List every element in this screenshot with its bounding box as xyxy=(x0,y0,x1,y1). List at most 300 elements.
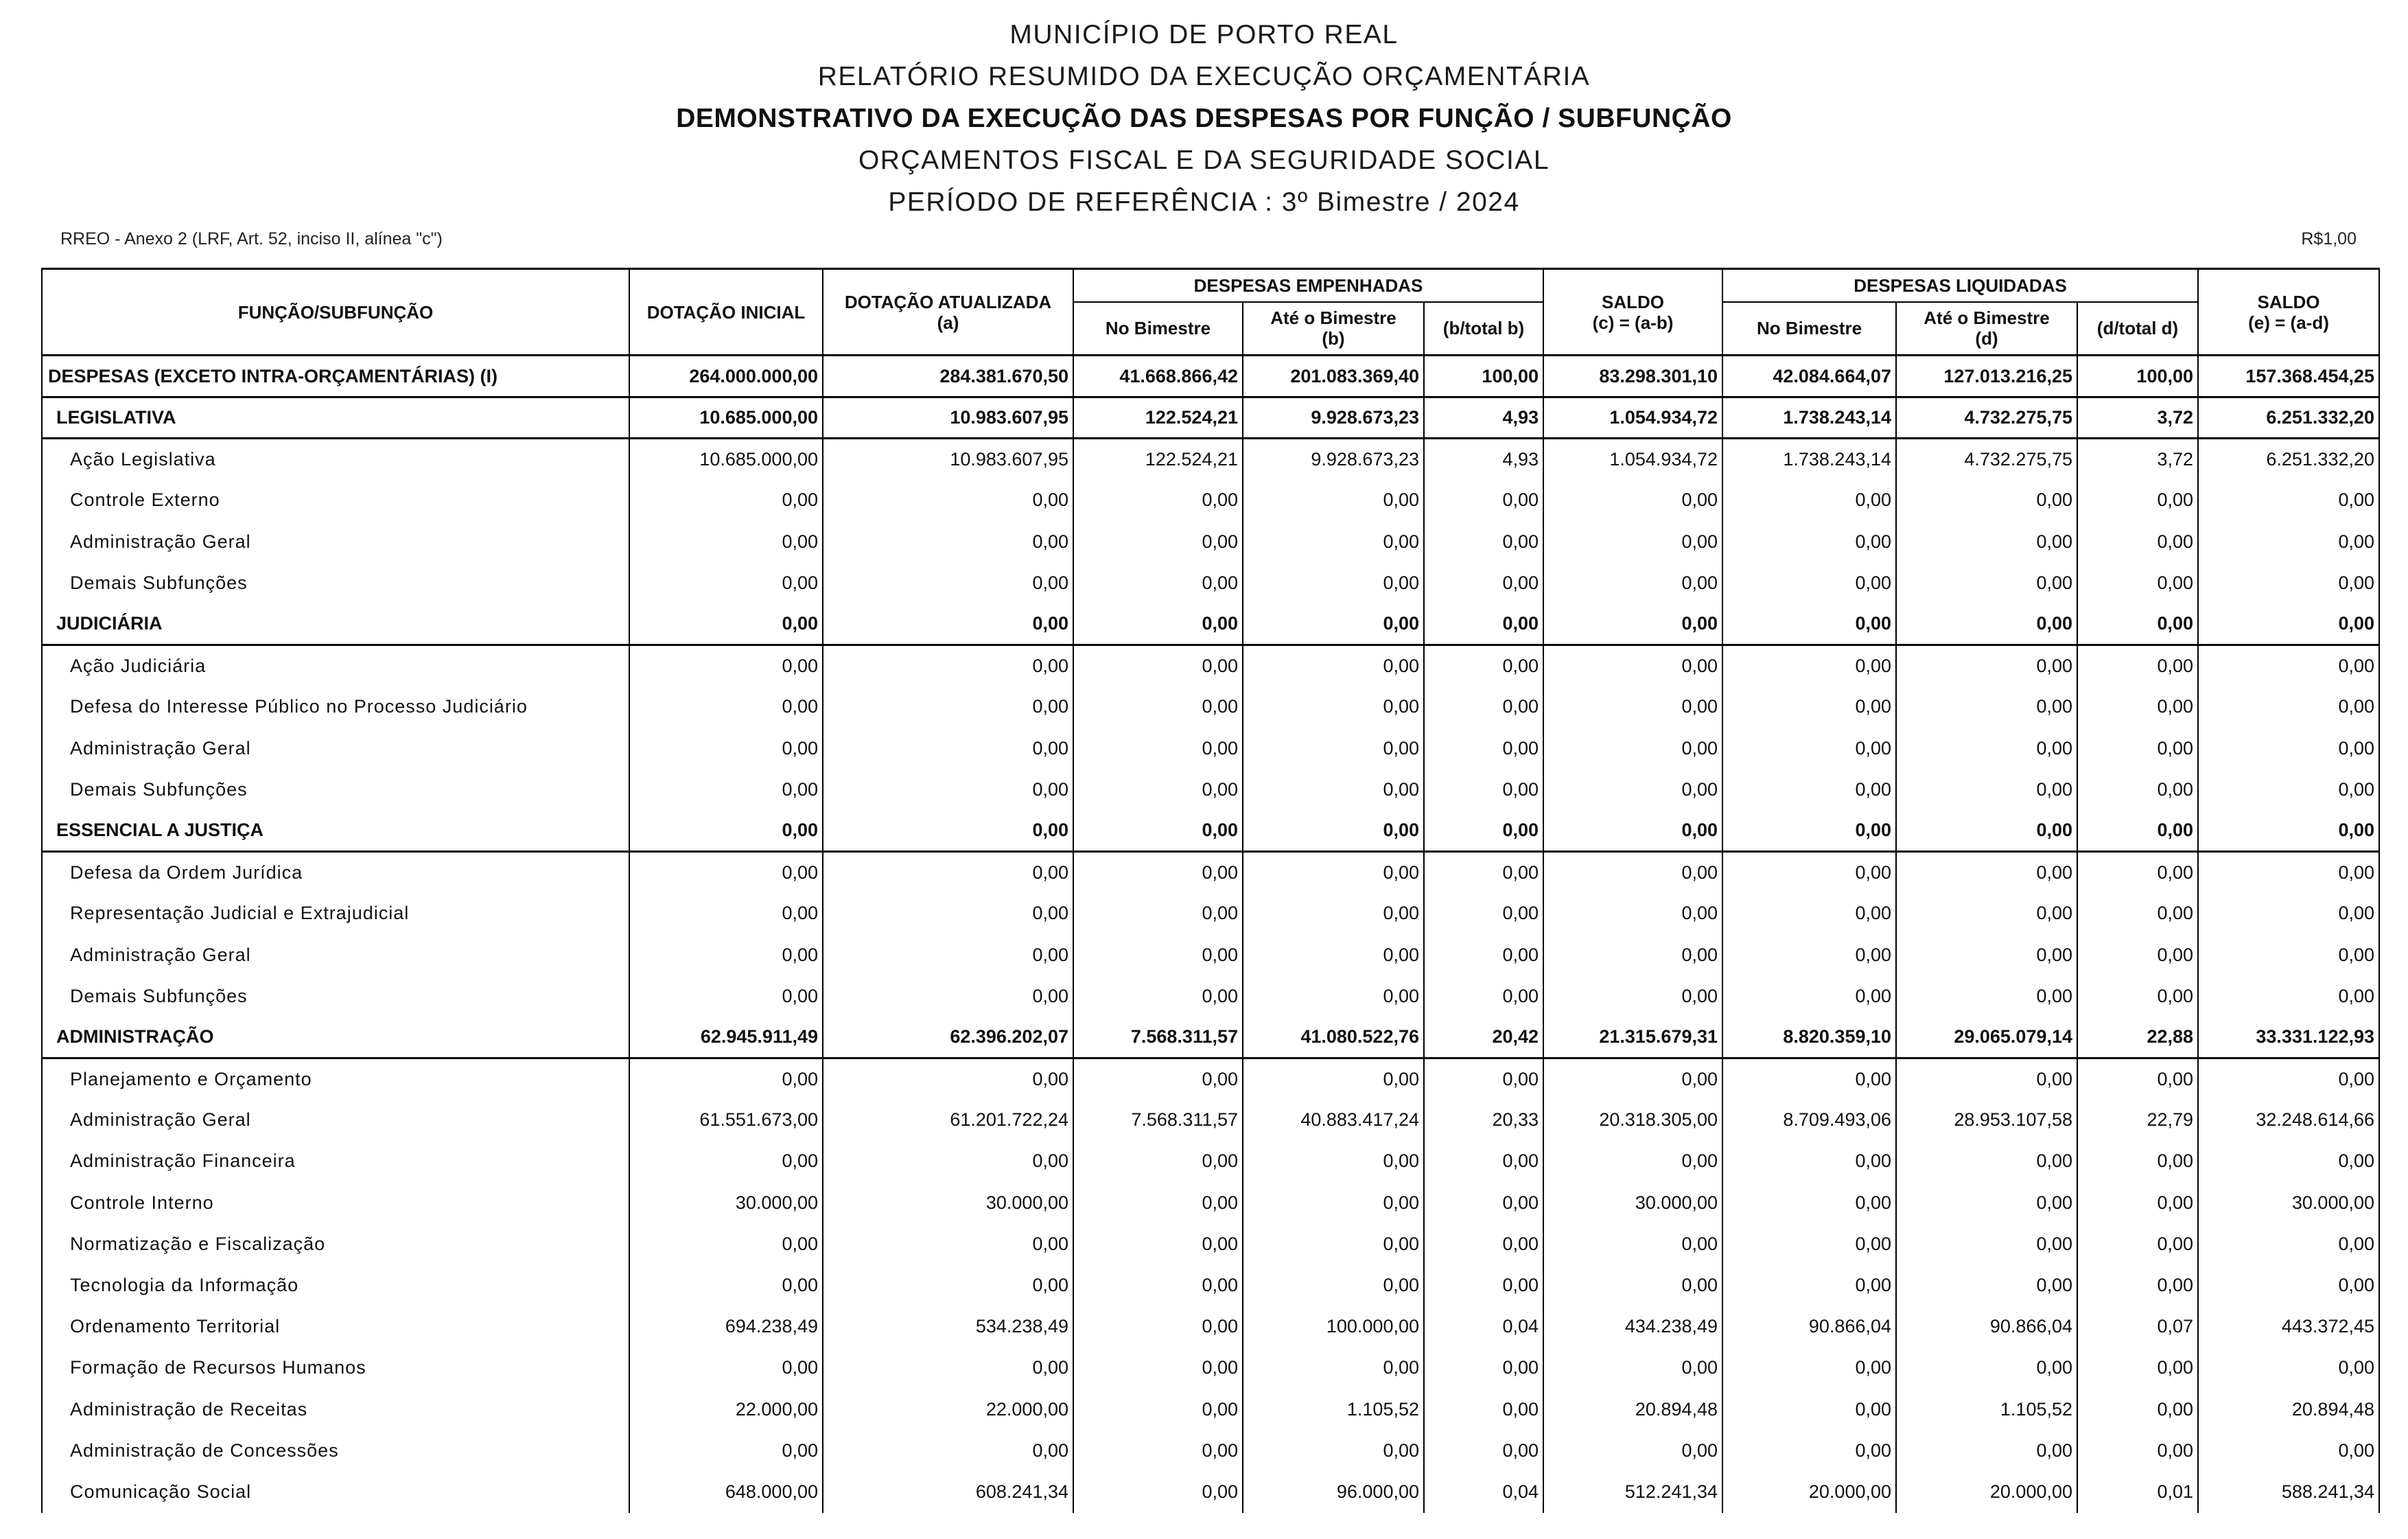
report-header xyxy=(0,14,2408,223)
cell-saldo-e: 0,00 xyxy=(2198,686,2379,728)
cell-saldo-c: 0,00 xyxy=(1543,645,1722,686)
cell-dotacao-atualizada: 0,00 xyxy=(823,1223,1073,1264)
cell-saldo-c: 0,00 xyxy=(1543,852,1722,893)
cell-liq-ate-bimestre: 0,00 xyxy=(1896,645,2077,686)
cell-emp-no-bimestre: 0,00 xyxy=(1073,645,1243,686)
cell-liq-ate-bimestre: 0,00 xyxy=(1896,769,2077,810)
row-label: Administração Geral xyxy=(42,521,629,562)
subfunction-row xyxy=(42,1141,2379,1182)
col-header-emp-no-bimestre: No Bimestre xyxy=(1073,302,1243,356)
col-header-emp-pct: (b/total b) xyxy=(1424,302,1543,356)
function-row xyxy=(42,603,2379,645)
cell-liq-no-bimestre: 0,00 xyxy=(1722,480,1896,521)
cell-liq-pct: 0,00 xyxy=(2077,934,2198,975)
cell-liq-ate-bimestre: 28.953.107,58 xyxy=(1896,1100,2077,1141)
cell-liq-pct: 0,00 xyxy=(2077,1264,2198,1306)
row-label: LEGISLATIVA xyxy=(42,397,629,439)
cell-emp-no-bimestre: 0,00 xyxy=(1073,480,1243,521)
cell-saldo-c: 30.000,00 xyxy=(1543,1182,1722,1223)
row-label: Demais Subfunções xyxy=(42,769,629,810)
cell-emp-pct: 0,00 xyxy=(1424,1389,1543,1430)
cell-dotacao-atualizada: 0,00 xyxy=(823,645,1073,686)
cell-emp-no-bimestre: 0,00 xyxy=(1073,1430,1243,1471)
cell-saldo-e: 0,00 xyxy=(2198,603,2379,645)
cell-emp-no-bimestre: 0,00 xyxy=(1073,1389,1243,1430)
cell-liq-no-bimestre: 20.000,00 xyxy=(1722,1471,1896,1512)
cell-liq-pct: 0,00 xyxy=(2077,1430,2198,1471)
cell-emp-ate-bimestre: 1.105,52 xyxy=(1243,1389,1424,1430)
col-header-saldo-e-sub: (e) = (a-d) xyxy=(2248,312,2329,333)
cell-dotacao-inicial: 0,00 xyxy=(629,562,823,603)
cell-dotacao-inicial: 0,00 xyxy=(629,1141,823,1182)
row-label: Normatização e Fiscalização xyxy=(42,1223,629,1264)
cell-liq-no-bimestre: 0,00 xyxy=(1722,893,1896,934)
cell-liq-no-bimestre: 0,00 xyxy=(1722,728,1896,769)
cell-saldo-e: 20.894,48 xyxy=(2198,1389,2379,1430)
cell-dotacao-atualizada: 0,00 xyxy=(823,728,1073,769)
cell-emp-pct: 0,00 xyxy=(1424,1264,1543,1306)
cell-saldo-c: 0,00 xyxy=(1543,1430,1722,1471)
cell-liq-pct: 0,00 xyxy=(2077,810,2198,851)
col-header-saldo-e xyxy=(2198,269,2379,356)
subfunction-row xyxy=(42,769,2379,810)
cell-emp-pct: 0,00 xyxy=(1424,1430,1543,1471)
cell-liq-no-bimestre: 0,00 xyxy=(1722,686,1896,728)
col-header-liq-ate-bimestre-label: Até o Bimestre xyxy=(1924,308,2050,329)
cell-dotacao-inicial: 0,00 xyxy=(629,1347,823,1389)
cell-emp-no-bimestre: 7.568.311,57 xyxy=(1073,1017,1243,1058)
cell-emp-no-bimestre: 0,00 xyxy=(1073,893,1243,934)
cell-liq-no-bimestre: 0,00 xyxy=(1722,1182,1896,1223)
cell-liq-ate-bimestre: 0,00 xyxy=(1896,934,2077,975)
cell-dotacao-inicial: 264.000.000,00 xyxy=(629,356,823,397)
cell-liq-ate-bimestre: 29.065.079,14 xyxy=(1896,1017,2077,1058)
col-group-empenhadas: DESPESAS EMPENHADAS xyxy=(1073,269,1543,302)
cell-emp-ate-bimestre: 0,00 xyxy=(1243,1182,1424,1223)
col-header-saldo-c xyxy=(1543,269,1722,356)
cell-dotacao-inicial: 10.685.000,00 xyxy=(629,397,823,439)
row-label: Formação de Recursos Humanos xyxy=(42,1347,629,1389)
cell-saldo-c: 0,00 xyxy=(1543,769,1722,810)
subfunction-row xyxy=(42,975,2379,1017)
subfunction-row xyxy=(42,893,2379,934)
cell-dotacao-inicial: 0,00 xyxy=(629,603,823,645)
cell-emp-pct: 0,00 xyxy=(1424,1347,1543,1389)
cell-liq-no-bimestre: 1.738.243,14 xyxy=(1722,397,1896,439)
cell-liq-no-bimestre: 8.820.359,10 xyxy=(1722,1017,1896,1058)
cell-emp-no-bimestre: 0,00 xyxy=(1073,934,1243,975)
cell-dotacao-atualizada: 0,00 xyxy=(823,686,1073,728)
cell-dotacao-atualizada: 284.381.670,50 xyxy=(823,356,1073,397)
cell-liq-pct: 0,00 xyxy=(2077,562,2198,603)
cell-saldo-c: 83.298.301,10 xyxy=(1543,356,1722,397)
cell-dotacao-inicial: 0,00 xyxy=(629,645,823,686)
cell-emp-ate-bimestre: 100.000,00 xyxy=(1243,1306,1424,1347)
cell-liq-no-bimestre: 1.738.243,14 xyxy=(1722,439,1896,480)
cell-dotacao-inicial: 0,00 xyxy=(629,1264,823,1306)
cell-emp-pct: 0,00 xyxy=(1424,810,1543,851)
cell-liq-pct: 0,00 xyxy=(2077,769,2198,810)
cell-emp-pct: 0,00 xyxy=(1424,645,1543,686)
row-label: Demais Subfunções xyxy=(42,975,629,1017)
cell-dotacao-atualizada: 10.983.607,95 xyxy=(823,397,1073,439)
subfunction-row xyxy=(42,1430,2379,1471)
col-header-saldo-c-label: SALDO xyxy=(1602,291,1665,312)
cell-dotacao-atualizada: 30.000,00 xyxy=(823,1182,1073,1223)
cell-dotacao-inicial: 0,00 xyxy=(629,934,823,975)
cell-saldo-c: 0,00 xyxy=(1543,1347,1722,1389)
cell-emp-pct: 0,00 xyxy=(1424,480,1543,521)
annex-reference: RREO - Anexo 2 (LRF, Art. 52, inciso II, alínea "c") xyxy=(60,229,443,248)
function-row xyxy=(42,397,2379,439)
cell-emp-no-bimestre: 0,00 xyxy=(1073,810,1243,851)
cell-liq-ate-bimestre: 90.866,04 xyxy=(1896,1306,2077,1347)
row-label: ESSENCIAL A JUSTIÇA xyxy=(42,810,629,851)
reference-period: PERÍODO DE REFERÊNCIA : 3º Bimestre / 2024 xyxy=(888,187,1520,217)
cell-saldo-e: 0,00 xyxy=(2198,1058,2379,1100)
cell-saldo-e: 0,00 xyxy=(2198,893,2379,934)
col-header-liq-no-bimestre: No Bimestre xyxy=(1722,302,1896,356)
cell-liq-ate-bimestre: 4.732.275,75 xyxy=(1896,439,2077,480)
cell-dotacao-inicial: 0,00 xyxy=(629,521,823,562)
cell-emp-ate-bimestre: 0,00 xyxy=(1243,1347,1424,1389)
row-label: Ação Legislativa xyxy=(42,439,629,480)
cell-saldo-e: 0,00 xyxy=(2198,480,2379,521)
col-header-saldo-c-sub: (c) = (a-b) xyxy=(1592,312,1674,333)
cell-liq-ate-bimestre: 0,00 xyxy=(1896,1223,2077,1264)
subfunction-row xyxy=(42,480,2379,521)
cell-saldo-c: 0,00 xyxy=(1543,686,1722,728)
cell-liq-no-bimestre: 0,00 xyxy=(1722,521,1896,562)
cell-emp-ate-bimestre: 96.000,00 xyxy=(1243,1471,1424,1512)
cell-dotacao-inicial: 694.238,49 xyxy=(629,1306,823,1347)
cell-liq-pct: 0,00 xyxy=(2077,1347,2198,1389)
cell-liq-pct: 0,00 xyxy=(2077,728,2198,769)
col-header-emp-ate-bimestre-label: Até o Bimestre xyxy=(1270,308,1396,329)
cell-dotacao-inicial: 0,00 xyxy=(629,893,823,934)
cell-dotacao-atualizada: 0,00 xyxy=(823,1430,1073,1471)
cell-liq-no-bimestre: 90.866,04 xyxy=(1722,1306,1896,1347)
cell-liq-pct: 0,00 xyxy=(2077,852,2198,893)
row-label: DESPESAS (EXCETO INTRA-ORÇAMENTÁRIAS) (I) xyxy=(42,356,629,397)
cell-liq-no-bimestre: 0,00 xyxy=(1722,1141,1896,1182)
cell-liq-no-bimestre: 0,00 xyxy=(1722,1430,1896,1471)
cell-liq-no-bimestre: 0,00 xyxy=(1722,769,1896,810)
row-label: Planejamento e Orçamento xyxy=(42,1058,629,1100)
cell-liq-no-bimestre: 0,00 xyxy=(1722,852,1896,893)
cell-liq-pct: 0,07 xyxy=(2077,1306,2198,1347)
cell-dotacao-atualizada: 0,00 xyxy=(823,521,1073,562)
cell-emp-no-bimestre: 0,00 xyxy=(1073,562,1243,603)
cell-liq-pct: 3,72 xyxy=(2077,439,2198,480)
cell-emp-ate-bimestre: 0,00 xyxy=(1243,1223,1424,1264)
cell-dotacao-atualizada: 62.396.202,07 xyxy=(823,1017,1073,1058)
row-label: ADMINISTRAÇÃO xyxy=(42,1017,629,1058)
cell-liq-ate-bimestre: 0,00 xyxy=(1896,1430,2077,1471)
col-group-liquidadas: DESPESAS LIQUIDADAS xyxy=(1722,269,2198,302)
subfunction-row xyxy=(42,1389,2379,1430)
row-label: Controle Interno xyxy=(42,1182,629,1223)
cell-liq-ate-bimestre: 0,00 xyxy=(1896,686,2077,728)
cell-liq-no-bimestre: 0,00 xyxy=(1722,1223,1896,1264)
cell-emp-ate-bimestre: 0,00 xyxy=(1243,1430,1424,1471)
row-label: Demais Subfunções xyxy=(42,562,629,603)
cell-dotacao-inicial: 61.551.673,00 xyxy=(629,1100,823,1141)
subfunction-row xyxy=(42,728,2379,769)
col-header-dotacao-inicial: DOTAÇÃO INICIAL xyxy=(629,269,823,356)
cell-dotacao-inicial: 30.000,00 xyxy=(629,1182,823,1223)
cell-saldo-c: 0,00 xyxy=(1543,1223,1722,1264)
cell-liq-ate-bimestre: 20.000,00 xyxy=(1896,1471,2077,1512)
cell-saldo-c: 434.238,49 xyxy=(1543,1306,1722,1347)
subfunction-row xyxy=(42,1471,2379,1512)
cell-emp-no-bimestre: 0,00 xyxy=(1073,521,1243,562)
cell-emp-pct: 0,04 xyxy=(1424,1471,1543,1512)
cell-liq-ate-bimestre: 0,00 xyxy=(1896,1264,2077,1306)
row-label: JUDICIÁRIA xyxy=(42,603,629,645)
cell-saldo-c: 20.894,48 xyxy=(1543,1389,1722,1430)
cell-saldo-e: 0,00 xyxy=(2198,852,2379,893)
cell-emp-pct: 0,00 xyxy=(1424,975,1543,1017)
cell-liq-no-bimestre: 0,00 xyxy=(1722,1058,1896,1100)
cell-dotacao-inicial: 10.685.000,00 xyxy=(629,439,823,480)
expenses-table xyxy=(41,268,2380,1513)
cell-saldo-c: 0,00 xyxy=(1543,1264,1722,1306)
cell-saldo-e: 30.000,00 xyxy=(2198,1182,2379,1223)
cell-liq-pct: 100,00 xyxy=(2077,356,2198,397)
cell-emp-ate-bimestre: 9.928.673,23 xyxy=(1243,397,1424,439)
cell-saldo-e: 33.331.122,93 xyxy=(2198,1017,2379,1058)
cell-liq-no-bimestre: 0,00 xyxy=(1722,975,1896,1017)
cell-liq-no-bimestre: 0,00 xyxy=(1722,934,1896,975)
cell-liq-no-bimestre: 42.084.664,07 xyxy=(1722,356,1896,397)
cell-saldo-c: 20.318.305,00 xyxy=(1543,1100,1722,1141)
cell-liq-ate-bimestre: 0,00 xyxy=(1896,521,2077,562)
cell-emp-ate-bimestre: 0,00 xyxy=(1243,975,1424,1017)
cell-liq-pct: 0,00 xyxy=(2077,1141,2198,1182)
cell-emp-no-bimestre: 0,00 xyxy=(1073,728,1243,769)
cell-dotacao-atualizada: 608.241,34 xyxy=(823,1471,1073,1512)
row-label: Controle Externo xyxy=(42,480,629,521)
cell-liq-ate-bimestre: 0,00 xyxy=(1896,852,2077,893)
subfunction-row xyxy=(42,562,2379,603)
cell-emp-ate-bimestre: 0,00 xyxy=(1243,645,1424,686)
cell-emp-pct: 0,00 xyxy=(1424,1182,1543,1223)
cell-dotacao-inicial: 0,00 xyxy=(629,728,823,769)
cell-saldo-e: 0,00 xyxy=(2198,934,2379,975)
total-row xyxy=(42,356,2379,397)
cell-emp-no-bimestre: 122.524,21 xyxy=(1073,397,1243,439)
cell-dotacao-atualizada: 534.238,49 xyxy=(823,1306,1073,1347)
cell-liq-pct: 0,00 xyxy=(2077,1389,2198,1430)
subfunction-row xyxy=(42,521,2379,562)
cell-liq-pct: 0,00 xyxy=(2077,1182,2198,1223)
subfunction-row xyxy=(42,645,2379,686)
cell-emp-no-bimestre: 41.668.866,42 xyxy=(1073,356,1243,397)
cell-emp-ate-bimestre: 0,00 xyxy=(1243,1264,1424,1306)
cell-saldo-e: 0,00 xyxy=(2198,1223,2379,1264)
cell-dotacao-inicial: 0,00 xyxy=(629,686,823,728)
col-header-emp-ate-bimestre-sub: (b) xyxy=(1322,328,1345,349)
cell-dotacao-atualizada: 0,00 xyxy=(823,975,1073,1017)
cell-emp-pct: 4,93 xyxy=(1424,439,1543,480)
cell-liq-no-bimestre: 0,00 xyxy=(1722,562,1896,603)
cell-emp-no-bimestre: 0,00 xyxy=(1073,769,1243,810)
cell-dotacao-atualizada: 0,00 xyxy=(823,934,1073,975)
subfunction-row xyxy=(42,1058,2379,1100)
cell-emp-ate-bimestre: 0,00 xyxy=(1243,852,1424,893)
row-label: Defesa do Interesse Público no Processo Judiciário xyxy=(42,686,629,728)
cell-saldo-c: 21.315.679,31 xyxy=(1543,1017,1722,1058)
row-label: Administração de Concessões xyxy=(42,1430,629,1471)
cell-liq-no-bimestre: 0,00 xyxy=(1722,1389,1896,1430)
cell-liq-ate-bimestre: 0,00 xyxy=(1896,1141,2077,1182)
cell-dotacao-inicial: 0,00 xyxy=(629,1058,823,1100)
cell-saldo-c: 512.241,34 xyxy=(1543,1471,1722,1512)
cell-liq-pct: 0,00 xyxy=(2077,521,2198,562)
cell-dotacao-atualizada: 0,00 xyxy=(823,1264,1073,1306)
cell-liq-pct: 0,01 xyxy=(2077,1471,2198,1512)
cell-liq-ate-bimestre: 0,00 xyxy=(1896,1182,2077,1223)
cell-dotacao-inicial: 0,00 xyxy=(629,1223,823,1264)
cell-emp-no-bimestre: 0,00 xyxy=(1073,1306,1243,1347)
cell-liq-ate-bimestre: 0,00 xyxy=(1896,810,2077,851)
cell-liq-ate-bimestre: 0,00 xyxy=(1896,1347,2077,1389)
col-header-emp-ate-bimestre xyxy=(1243,302,1424,356)
row-label: Tecnologia da Informação xyxy=(42,1264,629,1306)
col-header-liq-ate-bimestre xyxy=(1896,302,2077,356)
cell-liq-ate-bimestre: 127.013.216,25 xyxy=(1896,356,2077,397)
cell-saldo-e: 0,00 xyxy=(2198,1264,2379,1306)
row-label: Administração Geral xyxy=(42,934,629,975)
cell-dotacao-atualizada: 0,00 xyxy=(823,1058,1073,1100)
cell-liq-no-bimestre: 0,00 xyxy=(1722,1347,1896,1389)
cell-saldo-e: 443.372,45 xyxy=(2198,1306,2379,1347)
col-header-dotacao-atualizada-sub: (a) xyxy=(937,312,959,333)
cell-saldo-e: 0,00 xyxy=(2198,769,2379,810)
cell-liq-pct: 3,72 xyxy=(2077,397,2198,439)
cell-dotacao-atualizada: 10.983.607,95 xyxy=(823,439,1073,480)
cell-liq-ate-bimestre: 1.105,52 xyxy=(1896,1389,2077,1430)
cell-dotacao-atualizada: 0,00 xyxy=(823,852,1073,893)
cell-emp-no-bimestre: 0,00 xyxy=(1073,852,1243,893)
cell-saldo-c: 0,00 xyxy=(1543,480,1722,521)
cell-emp-ate-bimestre: 201.083.369,40 xyxy=(1243,356,1424,397)
cell-emp-pct: 0,00 xyxy=(1424,728,1543,769)
cell-saldo-e: 0,00 xyxy=(2198,810,2379,851)
cell-emp-no-bimestre: 0,00 xyxy=(1073,686,1243,728)
subfunction-row xyxy=(42,1100,2379,1141)
cell-emp-ate-bimestre: 0,00 xyxy=(1243,1141,1424,1182)
cell-emp-ate-bimestre: 0,00 xyxy=(1243,934,1424,975)
cell-saldo-c: 0,00 xyxy=(1543,1058,1722,1100)
cell-saldo-e: 0,00 xyxy=(2198,645,2379,686)
cell-liq-ate-bimestre: 0,00 xyxy=(1896,603,2077,645)
cell-emp-pct: 0,04 xyxy=(1424,1306,1543,1347)
subfunction-row xyxy=(42,934,2379,975)
subfunction-row xyxy=(42,1182,2379,1223)
row-label: Administração Financeira xyxy=(42,1141,629,1182)
cell-emp-ate-bimestre: 0,00 xyxy=(1243,521,1424,562)
cell-dotacao-inicial: 648.000,00 xyxy=(629,1471,823,1512)
col-header-liq-pct: (d/total d) xyxy=(2077,302,2198,356)
cell-dotacao-atualizada: 61.201.722,24 xyxy=(823,1100,1073,1141)
cell-liq-pct: 0,00 xyxy=(2077,1223,2198,1264)
function-row xyxy=(42,1017,2379,1058)
subfunction-row xyxy=(42,1347,2379,1389)
cell-saldo-c: 1.054.934,72 xyxy=(1543,397,1722,439)
cell-saldo-c: 0,00 xyxy=(1543,893,1722,934)
cell-liq-pct: 22,88 xyxy=(2077,1017,2198,1058)
cell-liq-no-bimestre: 8.709.493,06 xyxy=(1722,1100,1896,1141)
cell-liq-no-bimestre: 0,00 xyxy=(1722,1264,1896,1306)
cell-liq-ate-bimestre: 0,00 xyxy=(1896,562,2077,603)
cell-emp-pct: 0,00 xyxy=(1424,686,1543,728)
cell-emp-no-bimestre: 0,00 xyxy=(1073,1264,1243,1306)
cell-emp-no-bimestre: 0,00 xyxy=(1073,1182,1243,1223)
report-title: RELATÓRIO RESUMIDO DA EXECUÇÃO ORÇAMENTÁRIA xyxy=(817,62,1591,91)
cell-dotacao-atualizada: 22.000,00 xyxy=(823,1389,1073,1430)
cell-saldo-e: 0,00 xyxy=(2198,562,2379,603)
cell-liq-pct: 22,79 xyxy=(2077,1100,2198,1141)
cell-emp-pct: 0,00 xyxy=(1424,769,1543,810)
subfunction-row xyxy=(42,1264,2379,1306)
cell-emp-ate-bimestre: 0,00 xyxy=(1243,480,1424,521)
function-row xyxy=(42,810,2379,851)
row-label: Administração Geral xyxy=(42,1100,629,1141)
cell-emp-no-bimestre: 0,00 xyxy=(1073,1141,1243,1182)
row-label: Administração de Receitas xyxy=(42,1389,629,1430)
cell-dotacao-atualizada: 0,00 xyxy=(823,769,1073,810)
subfunction-row xyxy=(42,439,2379,480)
cell-liq-ate-bimestre: 0,00 xyxy=(1896,975,2077,1017)
cell-liq-pct: 0,00 xyxy=(2077,893,2198,934)
currency-unit: R$1,00 xyxy=(2301,229,2357,248)
cell-liq-pct: 0,00 xyxy=(2077,603,2198,645)
cell-liq-no-bimestre: 0,00 xyxy=(1722,603,1896,645)
cell-saldo-e: 588.241,34 xyxy=(2198,1471,2379,1512)
statement-title: DEMONSTRATIVO DA EXECUÇÃO DAS DESPESAS POR FUNÇÃO / SUBFUNÇÃO xyxy=(676,104,1732,133)
cell-saldo-c: 0,00 xyxy=(1543,521,1722,562)
cell-emp-pct: 0,00 xyxy=(1424,934,1543,975)
cell-saldo-c: 1.054.934,72 xyxy=(1543,439,1722,480)
cell-emp-pct: 0,00 xyxy=(1424,893,1543,934)
table-body xyxy=(42,356,2379,1513)
cell-dotacao-atualizada: 0,00 xyxy=(823,1141,1073,1182)
col-header-saldo-e-label: SALDO xyxy=(2257,291,2320,312)
cell-emp-pct: 100,00 xyxy=(1424,356,1543,397)
cell-dotacao-inicial: 22.000,00 xyxy=(629,1389,823,1430)
cell-liq-pct: 0,00 xyxy=(2077,975,2198,1017)
cell-saldo-c: 0,00 xyxy=(1543,603,1722,645)
cell-saldo-e: 0,00 xyxy=(2198,728,2379,769)
cell-saldo-e: 157.368.454,25 xyxy=(2198,356,2379,397)
cell-dotacao-atualizada: 0,00 xyxy=(823,893,1073,934)
cell-saldo-c: 0,00 xyxy=(1543,810,1722,851)
budget-scope: ORÇAMENTOS FISCAL E DA SEGURIDADE SOCIAL xyxy=(858,146,1550,175)
cell-saldo-e: 0,00 xyxy=(2198,975,2379,1017)
cell-saldo-e: 0,00 xyxy=(2198,521,2379,562)
cell-emp-pct: 0,00 xyxy=(1424,562,1543,603)
cell-emp-pct: 20,33 xyxy=(1424,1100,1543,1141)
cell-emp-pct: 0,00 xyxy=(1424,603,1543,645)
row-label: Comunicação Social xyxy=(42,1471,629,1512)
cell-dotacao-inicial: 0,00 xyxy=(629,852,823,893)
cell-emp-ate-bimestre: 0,00 xyxy=(1243,769,1424,810)
col-header-liq-ate-bimestre-sub: (d) xyxy=(1975,328,1998,349)
cell-emp-no-bimestre: 122.524,21 xyxy=(1073,439,1243,480)
cell-dotacao-inicial: 0,00 xyxy=(629,1430,823,1471)
